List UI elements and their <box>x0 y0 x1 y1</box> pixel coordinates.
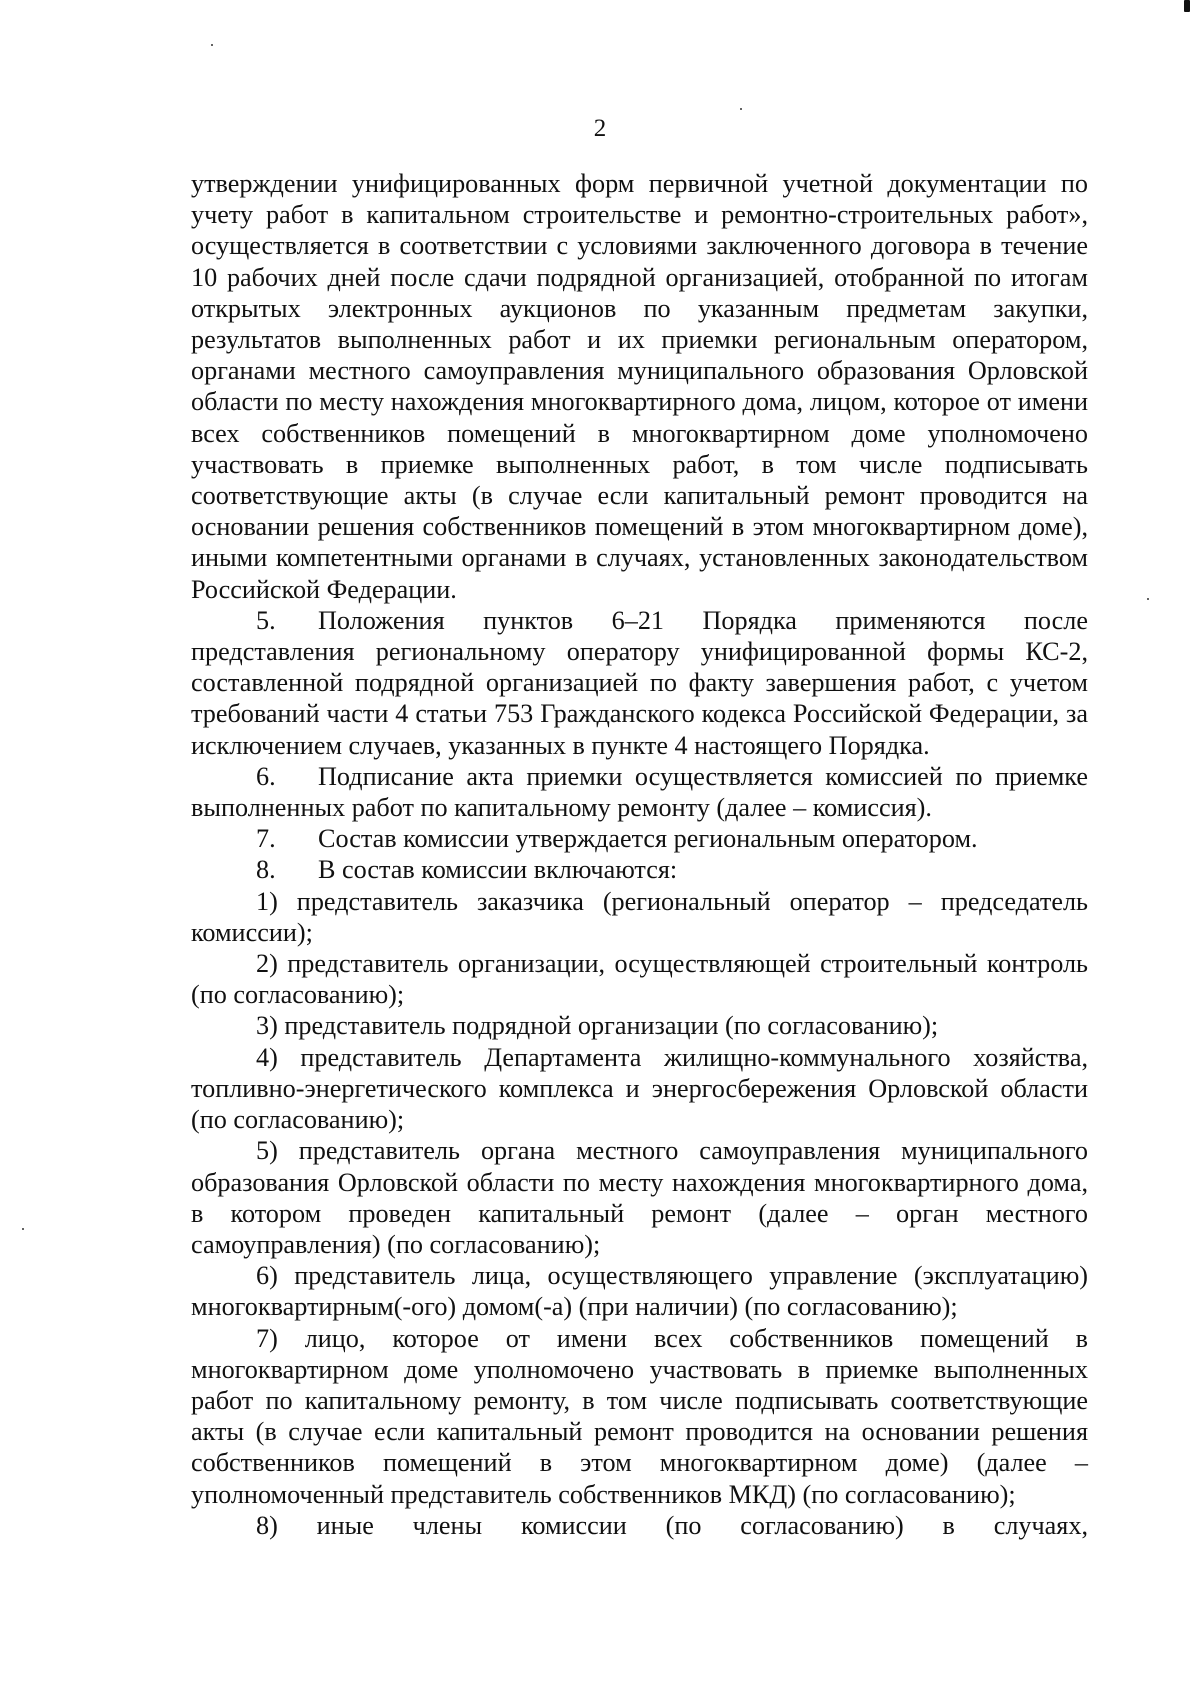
paragraph-text: 7) лицо, которое от имени всех собственников помещений в многоквартирном доме уполномочено участвовать в приемке выполненных работ по капитальному ремонту, в том числе подписывать соответствующие акты (в случае если капитальный ремонт проводится на основании решения собственников помещений в этом многоквартирном доме) (далее – уполномоченный представитель собственников МКД) (по согласованию); <box>191 1323 1088 1509</box>
list-item-8 <box>191 1510 1088 1541</box>
scan-speck <box>1184 0 1190 12</box>
paragraph-number: 7. <box>256 824 276 854</box>
paragraph-item-7 <box>191 823 1088 854</box>
paragraph-text: В состав комиссии включаются: <box>318 855 678 885</box>
document-body <box>191 168 1088 1541</box>
paragraph-item-5 <box>191 605 1088 761</box>
paragraph-item-8 <box>191 854 1088 885</box>
paragraph-text: 6) представитель лица, осуществляющего управление (эксплуатацию) многоквартирным(-ого) домом(-а) (при наличии) (по согласованию); <box>191 1261 1088 1322</box>
page-number: 2 <box>593 115 607 142</box>
paragraph-text: Состав комиссии утверждается региональным оператором. <box>318 824 978 854</box>
list-item-2 <box>191 948 1088 1010</box>
list-item-6 <box>191 1260 1088 1322</box>
paragraph-text: 3) представитель подрядной организации (по согласованию); <box>256 1011 939 1041</box>
paragraph-text: 4) представитель Департамента жилищно-коммунального хозяйства, топливно-энергетического комплекса и энергосбережения Орловской области (по согласованию); <box>191 1042 1088 1135</box>
paragraph-item-6 <box>191 761 1088 823</box>
list-item-1 <box>191 886 1088 948</box>
paragraph-text: Подписание акта приемки осуществляется комиссией по приемке выполненных работ по капитальному ремонту (далее – комиссия). <box>191 761 1088 823</box>
list-item-5 <box>191 1135 1088 1260</box>
paragraph-text: 8) иные члены комиссии (по согласованию) в случаях, <box>256 1510 1088 1540</box>
paragraph-text: Положения пунктов 6–21 Порядка применяются после представления региональному оператору унифицированной формы КС-2, составленной подрядной организацией по факту завершения работ, с учетом требований части 4 статьи 753 Гражданского кодекса Российской Федерации, за исключением случаев, указанных в пункте 4 настоящего Порядка. <box>191 605 1088 760</box>
paragraph-text: утверждении унифицированных форм первичной учетной документации по учету работ в капитальном строительстве и ремонтно-строительных работ», осуществляется в соответствии с условиями заключенного договора в течение 10 рабочих дней после сдачи подрядной организацией, отобранной по итогам открытых электронных аукционов по указанным предметам закупки, результатов выполненных работ и их приемки региональным оператором, органами местного самоуправления муниципального образования Орловской области по месту нахождения многоквартирного дома, лицом, которое от имени всех собственников помещений в многоквартирном доме уполномочено участвовать в приемке выполненных работ, в том числе подписывать соответствующие акты (в случае если капитальный ремонт проводится на основании решения собственников помещений в этом многоквартирном доме), иными компетентными органами в случаях, установленных законодательством Российской Федерации. <box>191 169 1088 604</box>
list-item-4 <box>191 1042 1088 1136</box>
scan-speck <box>211 44 213 46</box>
paragraph-text: 1) представитель заказчика (региональный оператор – председатель комиссии); <box>191 886 1088 947</box>
paragraph-continuation <box>191 168 1088 605</box>
paragraph-text: 2) представитель организации, осуществляющей строительный контроль (по согласованию); <box>191 949 1088 1010</box>
paragraph-number: 6. <box>256 761 276 791</box>
paragraph-number: 5. <box>256 605 276 635</box>
scan-speck <box>1147 598 1149 600</box>
scan-speck <box>22 1228 24 1230</box>
list-item-3 <box>191 1010 1088 1041</box>
list-item-7 <box>191 1323 1088 1510</box>
paragraph-text: 5) представитель органа местного самоуправления муниципального образования Орловской области по месту нахождения многоквартирного дома, в котором проведен капитальный ремонт (далее – орган местного самоуправления) (по согласованию); <box>191 1136 1088 1259</box>
scan-speck <box>740 108 742 110</box>
paragraph-number: 8. <box>256 855 276 885</box>
